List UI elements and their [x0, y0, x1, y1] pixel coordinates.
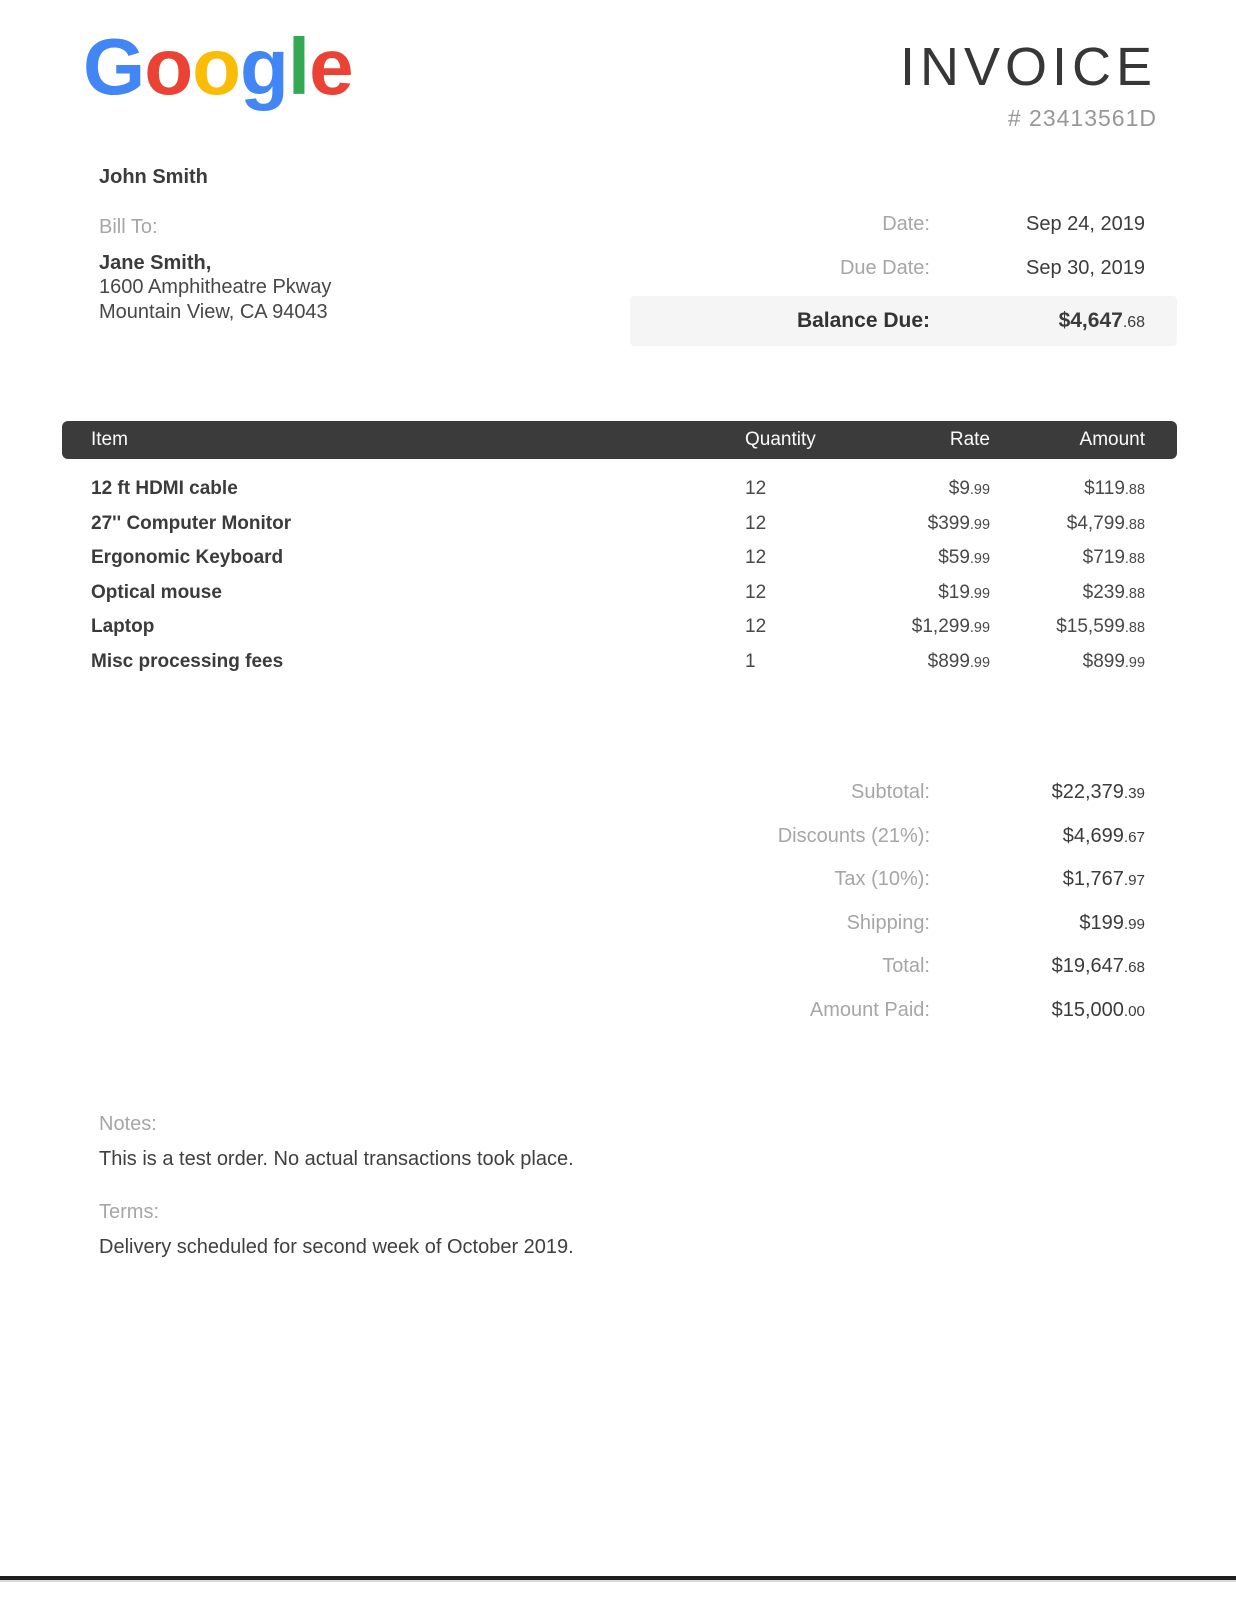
item-name: Ergonomic Keyboard	[91, 547, 284, 569]
date-row	[630, 203, 1177, 247]
bill-to-address-line: Mountain View, CA 94043	[99, 301, 328, 323]
money-cents: .99	[969, 551, 990, 568]
item-quantity: 12	[745, 478, 767, 500]
money-main: $4,647	[1058, 309, 1123, 332]
due-date-value: Sep 30, 2019	[1026, 256, 1145, 279]
google-logo	[83, 20, 353, 114]
table-row	[62, 645, 1177, 680]
column-header-quantity: Quantity	[745, 429, 816, 450]
money-main: $1,299	[911, 616, 970, 638]
money-main: $4,699	[1062, 824, 1124, 847]
item-quantity: 12	[745, 512, 767, 534]
money-cents: .88	[1124, 482, 1145, 499]
totals-label: Subtotal:	[851, 781, 930, 804]
table-row	[62, 507, 1177, 542]
item-name: 27'' Computer Monitor	[91, 512, 292, 534]
totals-row	[630, 902, 1177, 946]
totals-value	[930, 825, 1177, 848]
column-header-rate: Rate	[949, 429, 990, 450]
item-quantity: 12	[745, 616, 767, 638]
balance-due-label: Balance Due:	[796, 309, 930, 332]
money-cents: .88	[1124, 620, 1145, 637]
balance-due-value	[930, 309, 1177, 333]
item-quantity: 12	[745, 547, 767, 569]
invoice-meta	[630, 203, 1177, 346]
money-cents: .99	[969, 654, 990, 671]
terms-label: Terms:	[99, 1201, 159, 1223]
item-name: Optical mouse	[91, 581, 222, 603]
notes-label: Notes:	[99, 1113, 157, 1135]
table-header-row	[62, 421, 1177, 459]
money-main: $9	[948, 478, 970, 500]
totals-value	[930, 781, 1177, 804]
money-main: $15,599	[1056, 616, 1125, 638]
table-row	[62, 576, 1177, 611]
item-rate	[870, 582, 990, 604]
money-main: $899	[927, 650, 970, 672]
totals-value	[930, 912, 1177, 935]
terms-text: Delivery scheduled for second week of October 2019.	[99, 1236, 574, 1258]
table-row	[62, 472, 1177, 507]
google-logo-letter: o	[192, 22, 240, 111]
date-label: Date:	[882, 213, 930, 236]
date-value: Sep 24, 2019	[1026, 213, 1145, 236]
due-date-label: Due Date:	[839, 256, 930, 279]
money-cents: .67	[1123, 828, 1145, 846]
money-cents: .68	[1123, 959, 1145, 977]
due-date-row	[630, 247, 1177, 291]
totals-label: Discounts (21%):	[777, 824, 930, 847]
item-amount	[990, 582, 1177, 604]
item-amount	[990, 513, 1177, 535]
money-main: $399	[927, 512, 970, 534]
google-logo-letter: e	[309, 22, 353, 111]
bill-to-name: Jane Smith,	[99, 252, 212, 274]
table-body	[62, 472, 1177, 679]
totals-label: Amount Paid:	[809, 998, 930, 1021]
money-main: $719	[1082, 547, 1125, 569]
items-table	[62, 421, 1177, 679]
column-header-item: Item	[91, 429, 128, 450]
item-rate	[870, 616, 990, 638]
totals-label: Total:	[882, 955, 930, 978]
money-main: $4,799	[1066, 512, 1125, 534]
totals-section	[630, 771, 1177, 1032]
money-main: $899	[1082, 650, 1125, 672]
totals-value	[930, 955, 1177, 978]
money-main: $22,379	[1051, 781, 1124, 804]
money-cents: .88	[1124, 551, 1145, 568]
column-header-amount: Amount	[1079, 429, 1145, 450]
money-cents: .99	[969, 620, 990, 637]
item-amount	[990, 651, 1177, 673]
page-break-shadow-line	[0, 1580, 1236, 1582]
item-name: 12 ft HDMI cable	[91, 478, 238, 500]
item-rate	[870, 478, 990, 500]
google-logo-letter: G	[83, 22, 145, 111]
page-break-line	[0, 1576, 1236, 1582]
money-main: $59	[938, 547, 970, 569]
money-main: $19,647	[1051, 955, 1124, 978]
sender-name: John Smith	[99, 166, 208, 188]
totals-row	[630, 815, 1177, 859]
money-cents: .99	[969, 516, 990, 533]
balance-due-row	[630, 296, 1177, 346]
totals-row	[630, 771, 1177, 815]
totals-value	[930, 868, 1177, 891]
google-logo-letter: l	[287, 22, 310, 111]
item-quantity: 12	[745, 581, 767, 603]
item-amount	[990, 478, 1177, 500]
totals-row	[630, 945, 1177, 989]
money-cents: .99	[969, 585, 990, 602]
money-main: $19	[938, 581, 970, 603]
item-name: Misc processing fees	[91, 650, 284, 672]
item-rate	[870, 651, 990, 673]
money-main: $119	[1084, 478, 1125, 500]
totals-value	[930, 999, 1177, 1022]
item-amount	[990, 547, 1177, 569]
invoice-header	[899, 37, 1157, 132]
item-name: Laptop	[91, 616, 155, 638]
totals-row	[630, 858, 1177, 902]
table-row	[62, 610, 1177, 645]
money-main: $15,000	[1051, 998, 1124, 1021]
item-amount	[990, 616, 1177, 638]
item-rate	[870, 513, 990, 535]
money-cents: .99	[1123, 915, 1145, 933]
money-cents: .88	[1124, 516, 1145, 533]
bill-to-label: Bill To:	[99, 216, 158, 238]
bill-to-section	[99, 216, 331, 325]
totals-label: Tax (10%):	[834, 868, 930, 891]
money-cents: .97	[1123, 872, 1145, 890]
terms-section	[99, 1201, 574, 1259]
money-cents: .00	[1123, 1002, 1145, 1020]
google-logo-letter: g	[239, 22, 288, 111]
google-logo-letter: o	[144, 22, 193, 111]
money-cents: .88	[1124, 585, 1145, 602]
item-quantity: 1	[745, 650, 756, 672]
totals-row	[630, 989, 1177, 1033]
money-main: $1,767	[1062, 868, 1124, 891]
bill-to-address-line: 1600 Amphitheatre Pkway	[99, 276, 332, 298]
invoice-number: # 23413561D	[1007, 105, 1157, 131]
totals-label: Shipping:	[846, 911, 930, 934]
money-cents: .99	[969, 482, 990, 499]
money-cents: .68	[1122, 314, 1145, 331]
money-main: $199	[1079, 911, 1124, 934]
item-rate	[870, 547, 990, 569]
notes-section	[99, 1113, 574, 1171]
money-cents: .99	[1124, 654, 1145, 671]
notes-text: This is a test order. No actual transactions took place.	[99, 1148, 574, 1170]
invoice-title: INVOICE	[899, 37, 1157, 97]
money-cents: .39	[1123, 785, 1145, 803]
money-main: $239	[1082, 581, 1125, 603]
table-row	[62, 541, 1177, 576]
